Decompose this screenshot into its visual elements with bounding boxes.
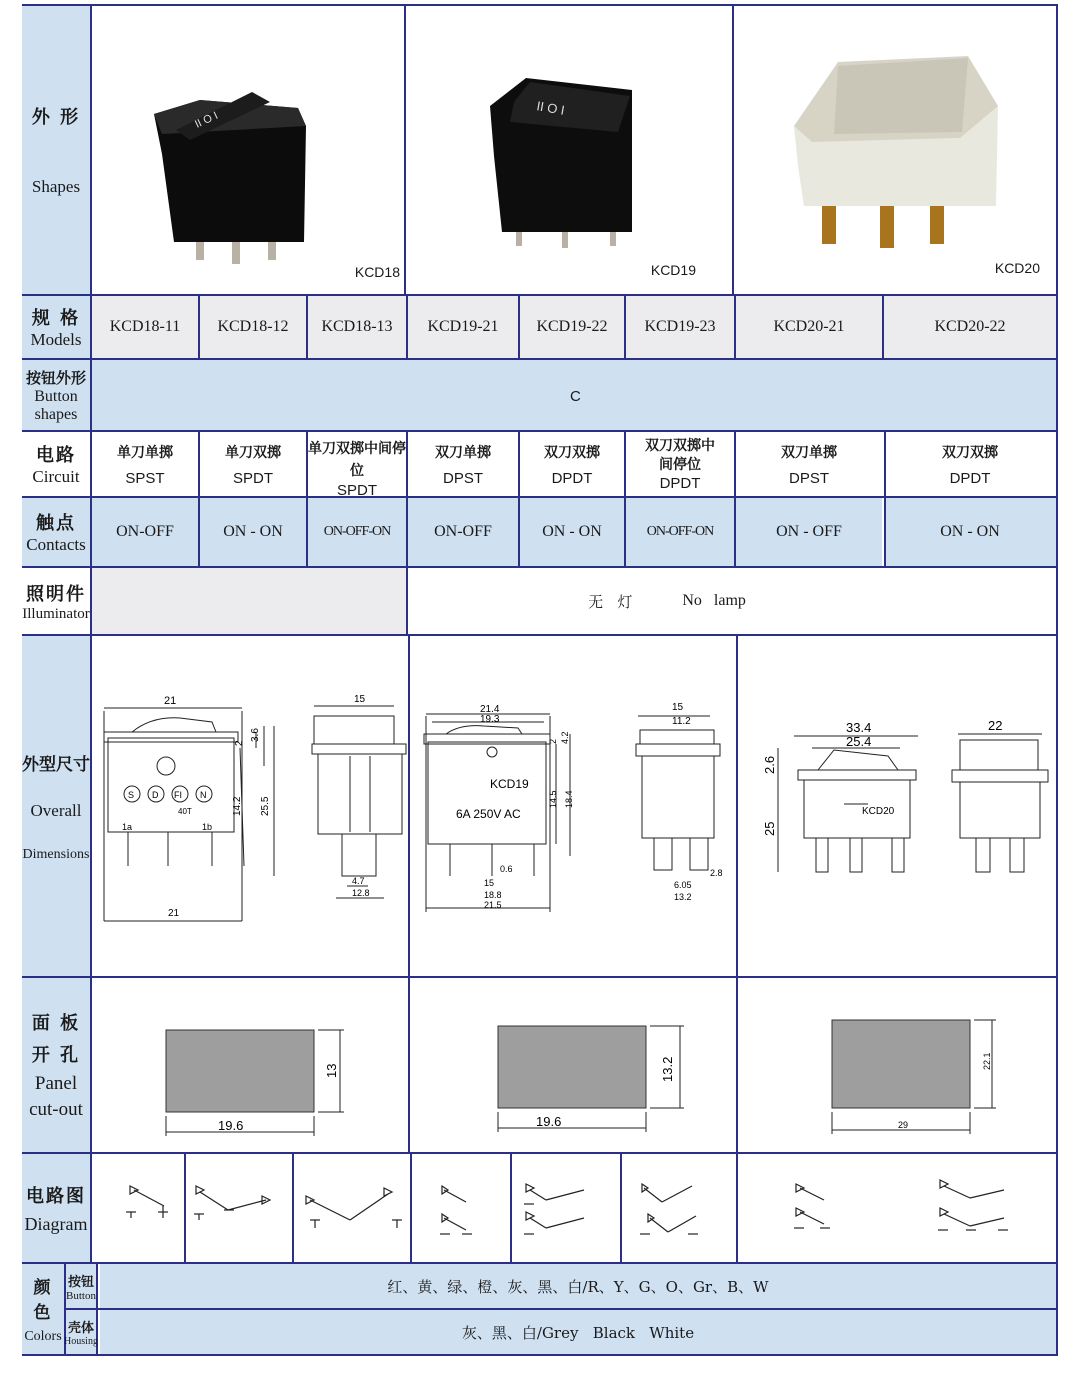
header-color-button: 按钮 Button [66,1264,98,1308]
svg-text:N: N [200,790,207,800]
column-divider [736,1154,738,1262]
model-cell: KCD18-13 [308,296,406,358]
svg-text:13.2: 13.2 [660,1056,675,1082]
svg-text:II O I: II O I [193,109,220,131]
header-overall-dimensions: 外型尺寸 Overall Dimensions [22,636,92,976]
svg-text:19.6: 19.6 [536,1114,562,1129]
column-divider [510,1154,512,1262]
svg-text:25: 25 [762,821,777,836]
svg-text:6A 250V AC: 6A 250V AC [456,807,521,821]
shape-kcd20 [734,6,1056,294]
column-divider [410,1154,412,1262]
switch-kcd19-photo [406,6,732,294]
column-divider [518,432,520,566]
svg-text:3.6: 3.6 [250,728,261,742]
svg-text:25.5: 25.5 [260,796,271,816]
row-divider [22,294,1058,296]
svg-text:1b: 1b [202,822,213,832]
svg-text:D: D [152,790,159,800]
header-panel-cutout: 面 板 开 孔 Panel cut-out [22,978,92,1152]
model-cell: KCD20-22 [884,296,1056,358]
column-divider [292,1154,294,1262]
illuminator-en: No lamp [682,592,746,609]
row-divider [22,358,1058,360]
column-divider [408,636,410,1152]
row-divider [22,566,1058,568]
svg-text:40T: 40T [178,807,192,816]
column-divider [198,432,200,566]
circuit-cell: 单刀单掷 SPST [117,444,173,487]
svg-text:21.4: 21.4 [480,704,500,715]
model-cell: KCD20-21 [736,296,882,358]
contact-cell: ON-OFF [92,498,198,566]
row-divider [22,1152,1058,1154]
svg-text:14.5: 14.5 [548,790,558,808]
column-divider [736,636,738,1152]
column-divider [404,6,406,294]
svg-text:KCD20: KCD20 [862,806,895,817]
circuit-cell: 双刀单掷 DPST [435,444,491,487]
svg-text:14.2: 14.2 [232,796,243,816]
svg-text:2.8: 2.8 [710,868,723,878]
header-models: 规 格 Models [22,296,92,358]
svg-text:29: 29 [898,1120,909,1130]
shape-label-kcd18: KCD18 [354,264,400,280]
contact-cell: ON-OFF-ON [626,498,734,566]
color-housing-value: 灰、黑、白/Grey Black White [100,1310,1056,1354]
column-divider [734,432,736,566]
header-button-shapes: 按钮外形 Button shapes [22,360,92,430]
svg-text:22: 22 [988,718,1003,733]
svg-text:2: 2 [548,738,558,744]
column-divider [184,1154,186,1262]
column-divider [406,432,408,566]
svg-text:25.4: 25.4 [846,734,872,749]
contact-cell: ON-OFF-ON [308,498,406,566]
svg-text:21: 21 [168,908,180,919]
svg-text:18.8: 18.8 [484,890,502,900]
column-divider [884,432,886,566]
model-cell: KCD18-11 [92,296,198,358]
svg-text:18.4: 18.4 [564,790,574,808]
svg-text:15: 15 [484,878,495,888]
column-divider [624,296,626,358]
svg-text:2.6: 2.6 [762,755,777,774]
header-contacts: 触点 Contacts [22,498,92,566]
svg-text:II O I: II O I [535,98,566,118]
svg-text:15: 15 [354,694,366,705]
model-cell: KCD18-12 [200,296,306,358]
panel-cutout-kcd18 [92,978,408,1152]
row-divider [66,1308,1058,1310]
svg-text:21.5: 21.5 [484,900,502,910]
circuit-cell: 双刀双掷中间停位 DPDT [645,437,715,492]
button-shape-cell [92,360,1056,430]
panel-cutout-kcd19 [410,978,736,1152]
header-illuminator: 照明件 Illuminator [22,568,92,634]
model-cell: KCD19-21 [408,296,518,358]
row-divider [22,496,1058,498]
svg-text:19.6: 19.6 [218,1118,244,1133]
svg-text:1a: 1a [122,822,133,832]
column-divider [624,432,626,566]
circuit-diagrams [98,1154,1056,1262]
illuminator-zh: 无 灯 [588,592,633,611]
svg-text:0.6: 0.6 [500,864,513,874]
circuit-cell: 双刀双掷 DPDT [942,444,998,487]
column-divider [406,568,408,634]
contact-cell: ON - ON [520,498,624,566]
column-divider [306,432,308,566]
dimension-drawing-kcd19 [410,636,736,976]
svg-text:2: 2 [234,740,245,746]
shape-label-kcd20: KCD20 [994,260,1040,276]
model-cell: KCD19-23 [626,296,734,358]
svg-text:12.8: 12.8 [352,888,370,898]
header-color-housing: 壳体 Housing [66,1310,98,1354]
svg-text:4.7: 4.7 [352,876,365,886]
shape-kcd18 [92,6,404,294]
circuit-cell: 单刀双掷中间停位 SPDT [308,441,406,496]
illuminator-cell [408,568,1056,634]
header-circuit: 电路 Circuit [22,432,92,496]
svg-text:15: 15 [672,702,684,713]
svg-text:11.2: 11.2 [672,716,691,727]
svg-text:4.2: 4.2 [560,731,570,744]
circuit-cell: 双刀双掷 DPDT [544,444,600,487]
dimension-drawing-kcd18 [92,636,408,976]
svg-text:KCD19: KCD19 [490,777,529,791]
color-button-value: 红、黄、绿、橙、灰、黑、白/R、Y、G、O、Gr、B、W [100,1264,1056,1308]
svg-text:22.1: 22.1 [982,1052,992,1070]
column-divider [518,296,520,358]
header-shapes: 外 形 Shapes [22,6,92,294]
row-divider [22,634,1058,636]
column-divider [882,296,884,358]
shape-kcd19 [406,6,732,294]
switch-kcd20-photo [734,6,1056,294]
shape-label-kcd19: KCD19 [650,262,696,278]
svg-text:13: 13 [324,1063,339,1078]
column-divider [406,296,408,358]
contact-cell: ON - ON [200,498,306,566]
button-shape-value: C [570,388,581,405]
svg-text:6.05: 6.05 [674,880,692,890]
column-divider [732,6,734,294]
svg-text:13.2: 13.2 [674,892,692,902]
header-diagram: 电路图 Diagram [22,1154,92,1262]
switch-kcd18-photo [92,6,404,294]
svg-text:21: 21 [164,695,177,707]
svg-text:S: S [128,790,135,800]
column-divider [620,1154,622,1262]
dimension-drawing-kcd20 [738,636,1056,976]
contact-cell: ON - ON [884,498,1056,566]
svg-text:FI: FI [174,790,182,800]
row-divider [22,976,1058,978]
svg-text:19.3: 19.3 [480,714,500,725]
column-divider [306,296,308,358]
model-cell: KCD19-22 [520,296,624,358]
circuit-cell: 单刀双掷 SPDT [225,444,281,487]
circuit-cell: 双刀单掷 DPST [781,444,837,487]
contact-cell: ON-OFF [408,498,518,566]
column-divider [734,296,736,358]
row-divider [22,430,1058,432]
panel-cutout-kcd20 [738,978,1056,1152]
svg-text:33.4: 33.4 [846,720,872,735]
illuminator-blank [92,568,406,634]
row-divider [22,1262,1058,1264]
column-divider [198,296,200,358]
header-colors: 颜 色 Colors [22,1264,66,1354]
contact-cell: ON - OFF [736,498,882,566]
